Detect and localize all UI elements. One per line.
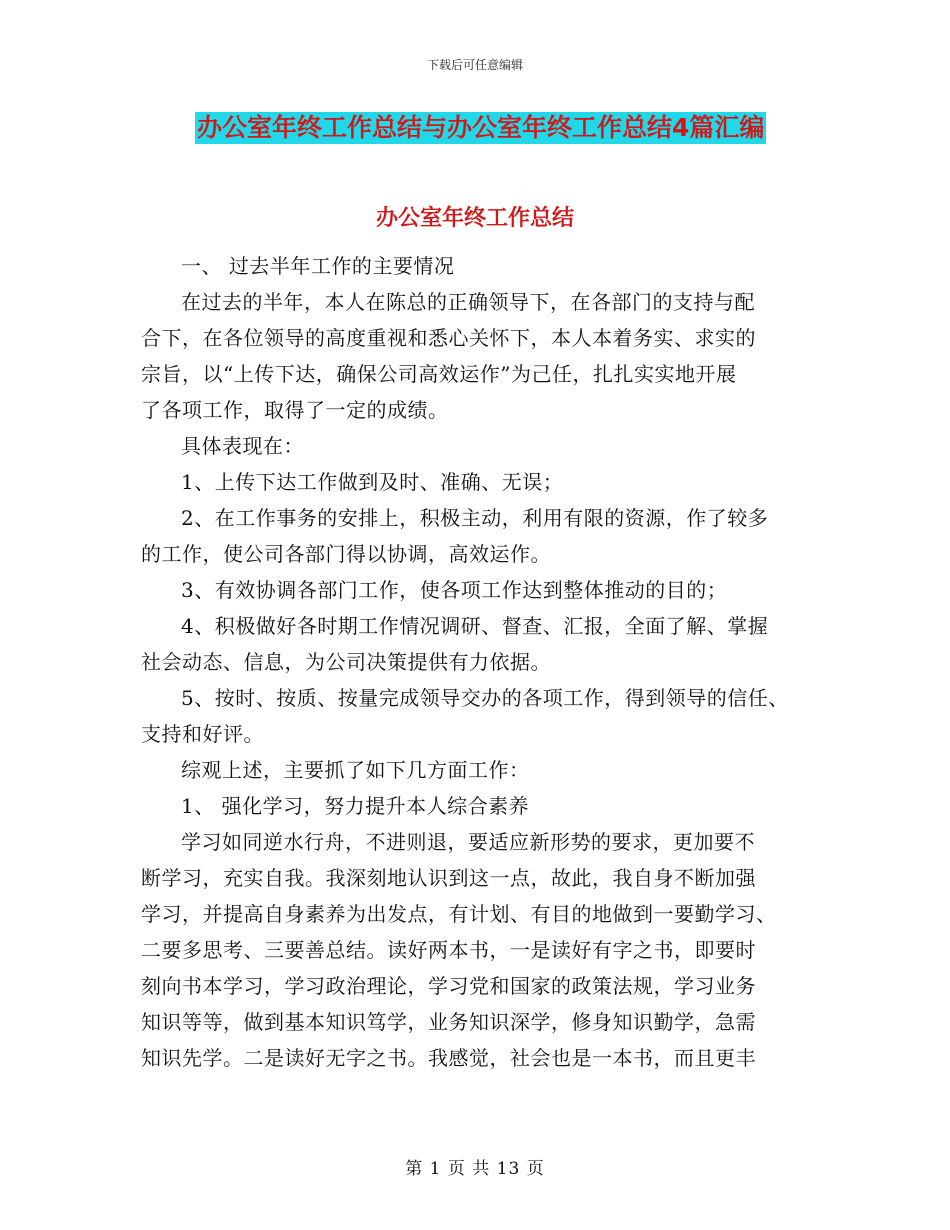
text-line: 合下，在各位领导的高度重视和悉心关怀下，本人本着务实、求实的 [141, 326, 756, 350]
paragraph [141, 608, 821, 644]
text-line: 学习如同逆水行舟，不进则退，要适应新形势的要求，更加要不 [181, 830, 755, 854]
text-line: 支持和好评。 [141, 722, 264, 746]
text-line: 一、 过去半年工作的主要情况 [181, 254, 455, 278]
paragraph [141, 248, 821, 284]
page-header-note: 下载后可任意编辑 [426, 58, 523, 72]
paragraph-continuation [141, 644, 821, 680]
text-line: 二要多思考、三要善总结。读好两本书，一是读好有字之书，即要时 [141, 938, 756, 962]
paragraph [141, 500, 821, 536]
section-title: 办公室年终工作总结 [375, 206, 574, 231]
text-line: 的工作，使公司各部门得以协调，高效运作。 [141, 542, 551, 566]
text-line: 4、积极做好各时期工作情况调研、督查、汇报，全面了解、掌握 [181, 614, 769, 638]
document-body [141, 248, 821, 1076]
text-line: 3、有效协调各部门工作，使各项工作达到整体推动的目的； [181, 578, 728, 602]
paragraph-continuation [141, 320, 821, 428]
paragraph [141, 464, 821, 500]
text-line: 1、 强化学习，努力提升本人综合素养 [181, 794, 530, 818]
paragraph [141, 428, 821, 464]
text-line: 刻向书本学习，学习政治理论，学习党和国家的政策法规，学习业务 [141, 974, 756, 998]
text-line: 断学习，充实自我。我深刻地认识到这一点，故此，我自身不断加强 [141, 866, 756, 890]
text-line: 了各项工作，取得了一定的成绩。 [141, 398, 449, 422]
text-line: 2、在工作事务的安排上，积极主动，利用有限的资源，作了较多 [181, 506, 769, 530]
document-main-title: 办公室年终工作总结与办公室年终工作总结4篇汇编 [197, 113, 765, 142]
paragraph [141, 680, 821, 716]
paragraph-continuation [141, 536, 821, 572]
paragraph [141, 752, 821, 788]
paragraph [141, 284, 821, 320]
text-line: 综观上述，主要抓了如下几方面工作： [181, 758, 530, 782]
page-number: 第 1 页 共 13 页 [405, 1159, 545, 1179]
paragraph [141, 788, 821, 824]
text-line: 知识等等，做到基本知识笃学，业务知识深学，修身知识勤学，急需 [141, 1010, 756, 1034]
text-line: 1、上传下达工作做到及时、准确、无误； [181, 470, 564, 494]
paragraph [141, 824, 821, 860]
text-line: 在过去的半年，本人在陈总的正确领导下，在各部门的支持与配 [181, 290, 755, 314]
text-line: 社会动态、信息，为公司决策提供有力依据。 [141, 650, 551, 674]
text-line: 5、按时、按质、按量完成领导交办的各项工作，得到领导的信任、 [181, 686, 789, 710]
text-line: 具体表现在： [181, 434, 304, 458]
paragraph-continuation [141, 860, 821, 1076]
text-line: 知识先学。二是读好无字之书。我感觉，社会也是一本书，而且更丰 [141, 1046, 756, 1070]
text-line: 学习，并提高自身素养为出发点，有计划、有目的地做到一要勤学习、 [141, 902, 777, 926]
text-line: 宗旨，以“上传下达，确保公司高效运作”为己任，扎扎实实地开展 [141, 362, 737, 386]
paragraph-continuation [141, 716, 821, 752]
paragraph [141, 572, 821, 608]
